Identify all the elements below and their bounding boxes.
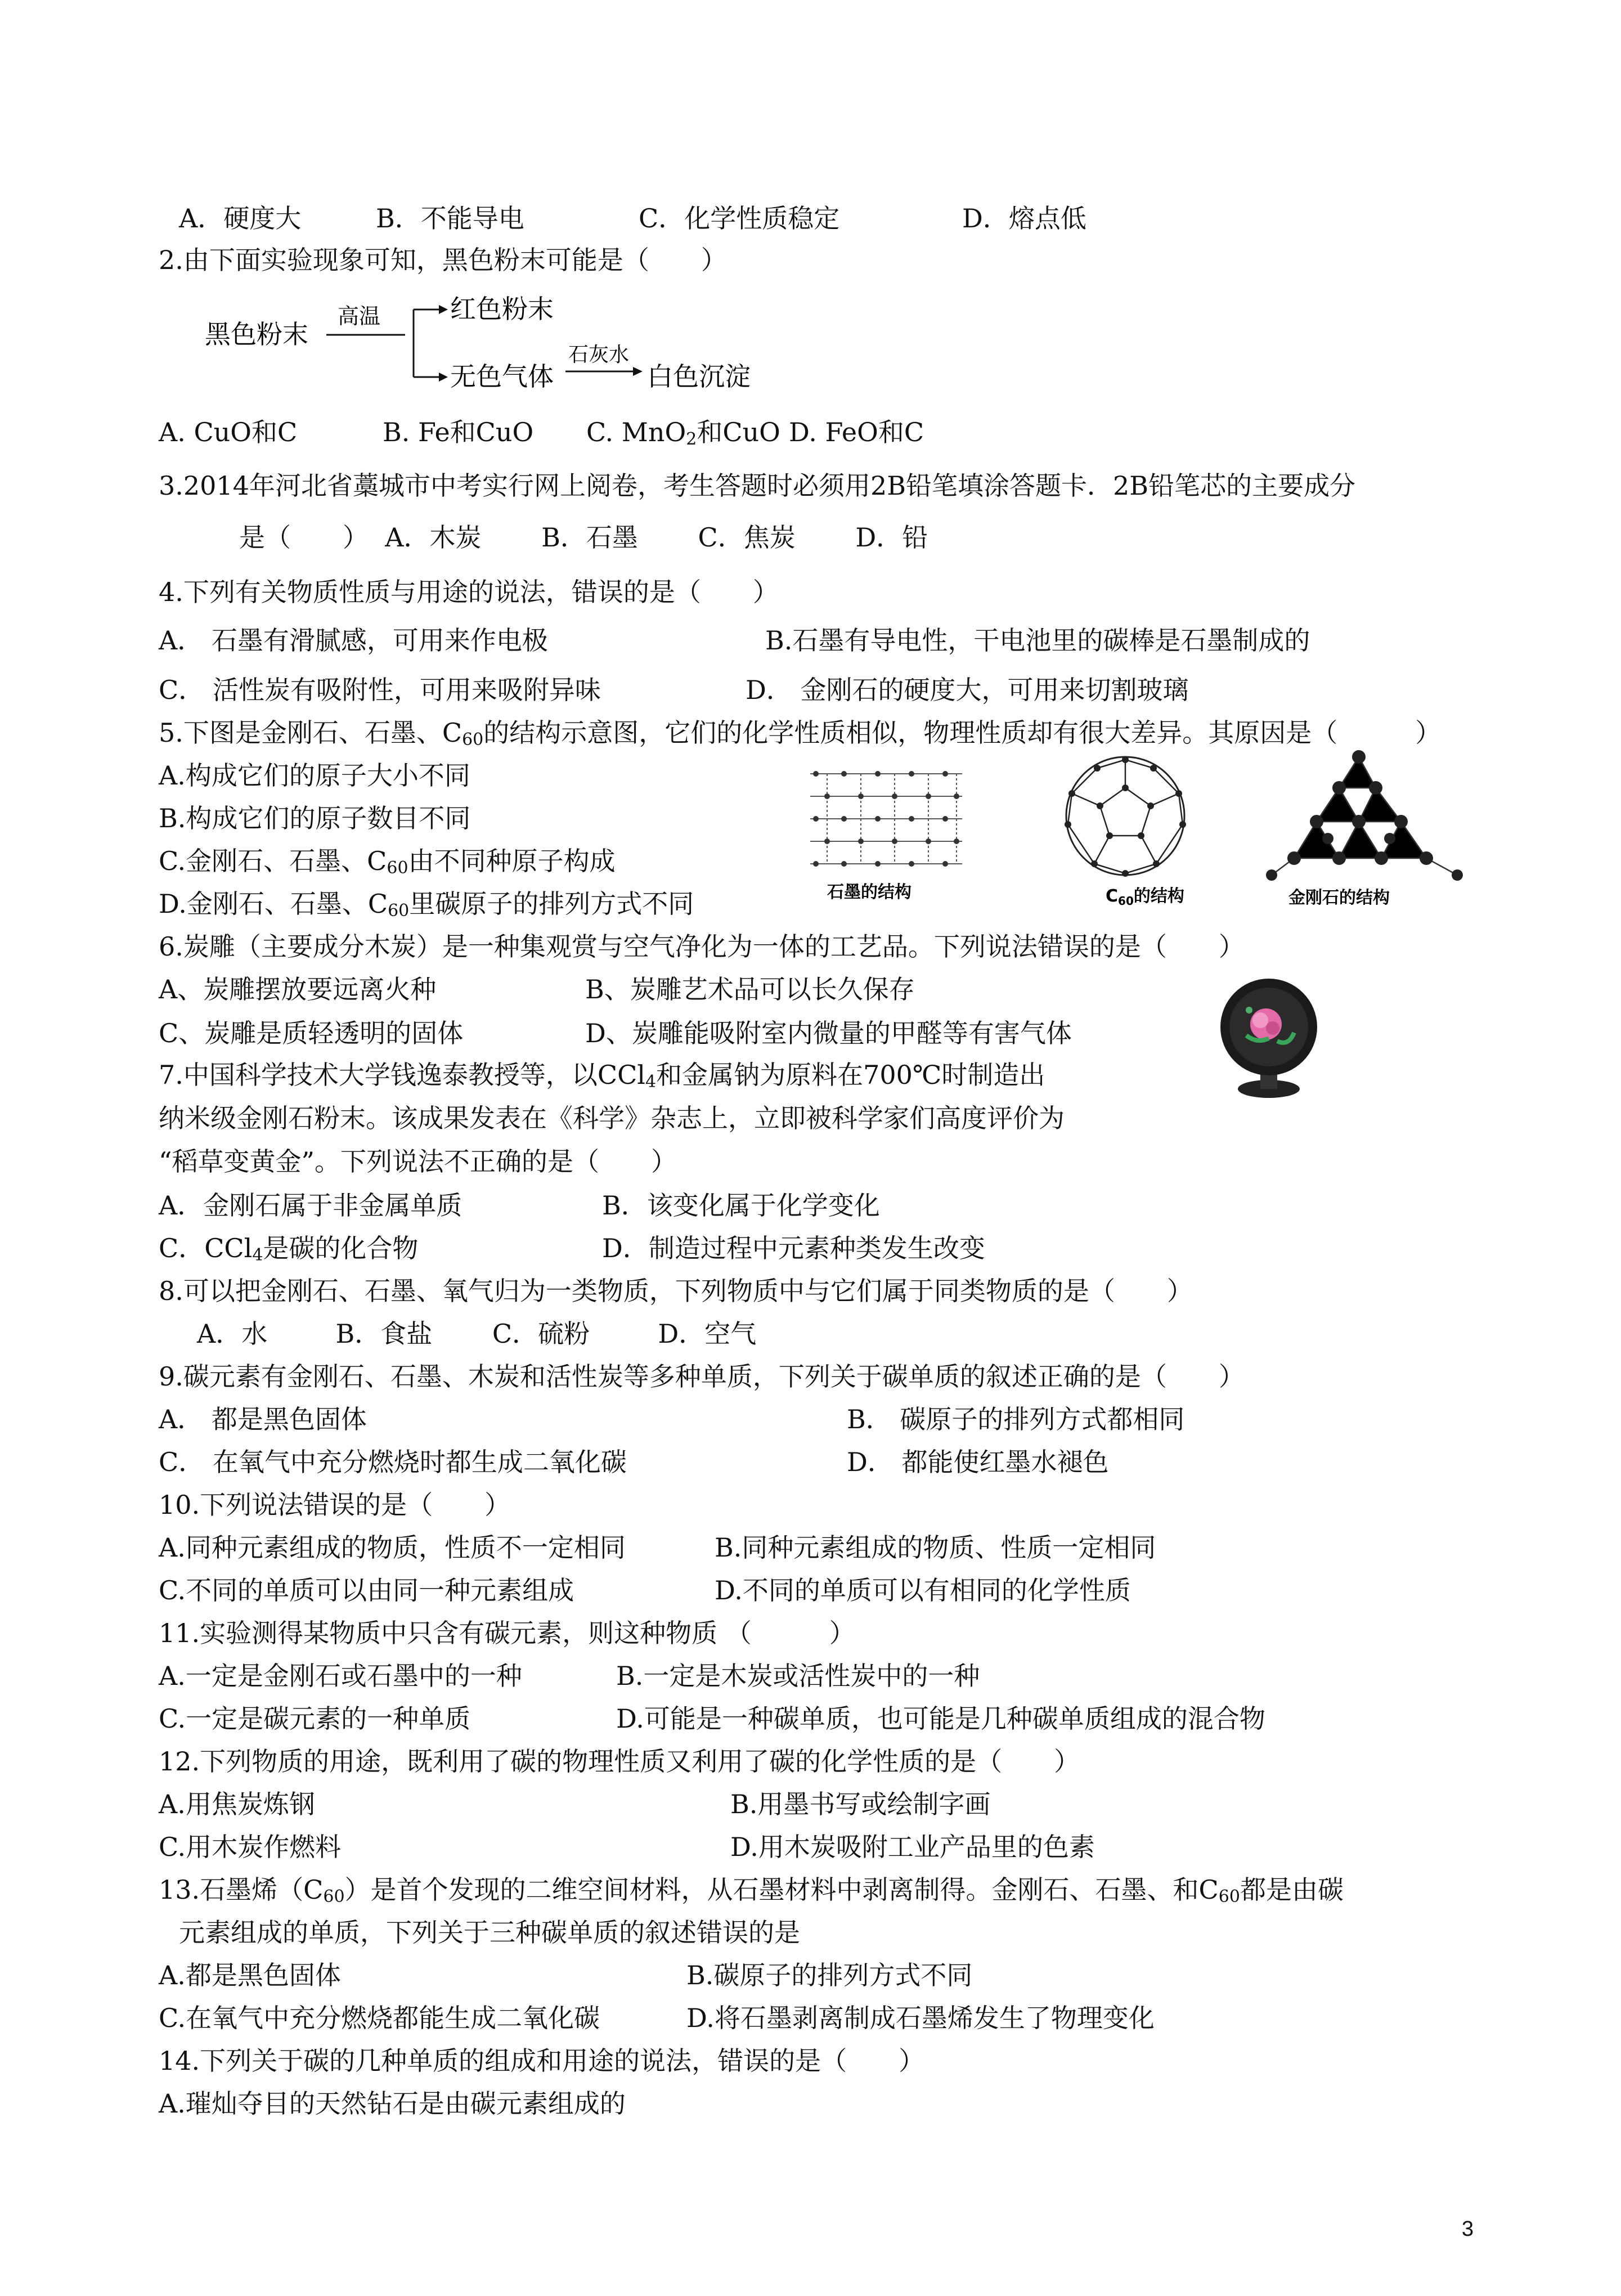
q7-option-c: C．CCl$_4$是碳的化合物 <box>159 1233 419 1265</box>
flow-red-powder: 红色粉末 <box>450 294 554 324</box>
q5-option-c: C.金刚石、石墨、$C_{60}$由不同种原子构成 <box>159 846 616 878</box>
q11-stem: 11.实验测得某物质中只含有碳元素，则这种物质 （ ） <box>159 1618 855 1648</box>
q9-option-d: D． 都能使红墨水褪色 <box>847 1447 1109 1477</box>
q8-options: A．水 B．食盐 C．硫粉 D．空气 <box>197 1319 757 1349</box>
q6-option-b: B、炭雕艺术品可以长久保存 <box>585 974 915 1004</box>
q13-option-b: B.碳原子的排列方式不同 <box>686 1960 973 1990</box>
q6-option-a: A、炭雕摆放要远离火种 <box>159 974 437 1004</box>
q5-option-a: A.构成它们的原子大小不同 <box>159 760 470 791</box>
q1-option-d: D．熔点低 <box>962 203 1086 234</box>
flow-colorless-gas: 无色气体 <box>450 361 554 392</box>
q13-option-c: C.在氧气中充分燃烧都能生成二氧化碳 <box>159 2003 600 2033</box>
q2-stem: 2.由下面实验现象可知，黑色粉末可能是（ ） <box>159 245 727 275</box>
q10-stem: 10.下列说法错误的是（ ） <box>159 1490 511 1520</box>
q10-option-b: B.同种元素组成的物质、性质一定相同 <box>715 1532 1156 1563</box>
q7-stem-line3: “稻草变黄金”。下列说法不正确的是（ ） <box>159 1146 677 1177</box>
q14-option-a: A.璀灿夺目的天然钻石是由碳元素组成的 <box>159 2088 626 2119</box>
q9-option-a: A． 都是黑色固体 <box>159 1404 367 1434</box>
page-number: 3 <box>1461 2217 1474 2241</box>
q12-option-b: B.用墨书写或绘制字画 <box>730 1789 991 1819</box>
graphite-caption: 石墨的结构 <box>827 882 911 902</box>
q2-option-d: D. FeO和C <box>789 417 924 447</box>
q9-option-c: C． 在氧气中充分燃烧时都生成二氧化碳 <box>159 1447 627 1477</box>
q5-stem: 5.下图是金刚石、石墨、$C_{60}$的结构示意图，它们的化学性质相似，物理性质却有很大差异。其原因是（ ） <box>159 718 1442 750</box>
graphite-structure-figure <box>805 763 973 909</box>
q11-option-b: B.一定是木炭或活性炭中的一种 <box>616 1661 980 1691</box>
flow-condition: 高温 <box>338 304 381 329</box>
q8-stem: 8.可以把金刚石、石墨、氧气归为一类物质，下列物质中与它们属于同类物质的是（ ） <box>159 1276 1193 1306</box>
q2-option-c: C. MnO$_2$和CuO <box>586 417 780 449</box>
q7-option-b: B．该变化属于化学变化 <box>602 1190 880 1221</box>
flow-reagent: 石灰水 <box>568 343 630 366</box>
q2-option-b: B. Fe和CuO <box>383 417 534 447</box>
q7-stem-line1: 7.中国科学技术大学钱逸泰教授等，以CCl$_4$和金属钠为原料在700℃时制造出 <box>159 1060 1045 1092</box>
q7-option-d: D．制造过程中元素种类发生改变 <box>602 1233 985 1263</box>
q1-option-a: A．硬度大 <box>179 203 302 234</box>
q12-option-c: C.用木炭作燃料 <box>159 1832 342 1862</box>
q11-option-c: C.一定是碳元素的一种单质 <box>159 1703 471 1734</box>
q7-stem-line2: 纳米级金刚石粉末。该成果发表在《科学》杂志上，立即被科学家们高度评价为 <box>159 1103 1065 1133</box>
q9-option-b: B． 碳原子的排列方式都相同 <box>847 1404 1185 1434</box>
q6-stem: 6.炭雕（主要成分木炭）是一种集观赏与空气净化为一体的工艺品。下列说法错误的是（ ） <box>159 931 1245 962</box>
q6-option-c: C、炭雕是质轻透明的固体 <box>159 1018 464 1048</box>
q14-stem: 14.下列关于碳的几种单质的组成和用途的说法，错误的是（ ） <box>159 2046 925 2076</box>
diamond-caption: 金刚石的结构 <box>1288 888 1390 908</box>
q13-stem-line1: 13.石墨烯$(C_{60})$是首个发现的二维空间材料，从石墨材料中剥离制得。金刚石、石墨、和$C_{60}$都是由碳 <box>159 1875 1344 1907</box>
q10-option-a: A.同种元素组成的物质，性质不一定相同 <box>159 1532 626 1563</box>
q1-option-b: B．不能导电 <box>376 203 524 234</box>
q12-stem: 12.下列物质的用途，既利用了碳的物理性质又利用了碳的化学性质的是（ ） <box>159 1746 1080 1777</box>
q12-option-d: D.用木炭吸附工业产品里的色素 <box>730 1832 1095 1862</box>
q6-option-d: D、炭雕能吸附室内微量的甲醛等有害气体 <box>585 1018 1072 1048</box>
flow-black-powder: 黑色粉末 <box>205 319 308 349</box>
q9-stem: 9.碳元素有金刚石、石墨、木炭和活性炭等多种单质，下列关于碳单质的叙述正确的是（ ） <box>159 1361 1245 1392</box>
q4-stem: 4.下列有关物质性质与用途的说法，错误的是（ ） <box>159 577 779 607</box>
q10-option-c: C.不同的单质可以由同一种元素组成 <box>159 1575 574 1606</box>
q4-option-d: D． 金刚石的硬度大，可用来切割玻璃 <box>746 675 1189 705</box>
c60-structure-figure <box>1035 754 1221 912</box>
c60-caption: $C_{60}$的结构 <box>1106 886 1184 908</box>
q2-option-a: A. CuO和C <box>159 417 298 447</box>
q10-option-d: D.不同的单质可以有相同的化学性质 <box>715 1575 1131 1606</box>
q1-option-c: C．化学性质稳定 <box>639 203 840 234</box>
q12-option-a: A.用焦炭炼钢 <box>159 1789 315 1819</box>
flow-white-precipitate: 白色沉淀 <box>647 361 751 392</box>
q11-option-a: A.一定是金刚石或石墨中的一种 <box>159 1661 522 1691</box>
charcoal-carving-plate-image <box>1215 976 1322 1111</box>
q11-option-d: D.可能是一种碳单质，也可能是几种碳单质组成的混合物 <box>616 1703 1265 1734</box>
q5-option-b: B.构成它们的原子数目不同 <box>159 803 471 833</box>
diamond-structure-figure <box>1260 748 1474 912</box>
q3-stem: 3.2014年河北省藁城市中考实行网上阅卷，考生答题时必须用2B铅笔填涂答题卡．2B铅笔芯的主要成分 <box>159 470 1356 501</box>
q4-option-a: A． 石墨有滑腻感，可用来作电极 <box>159 625 548 656</box>
q13-option-d: D.将石墨剥离制成石墨烯发生了物理变化 <box>686 2003 1155 2033</box>
q4-option-b: B.石墨有导电性，干电池里的碳棒是石墨制成的 <box>765 625 1310 656</box>
q5-option-d: D.金刚石、石墨、$C_{60}$里碳原子的排列方式不同 <box>159 889 694 921</box>
q13-stem-line2: 元素组成的单质，下列关于三种碳单质的叙述错误的是 <box>179 1917 800 1948</box>
q4-option-c: C． 活性炭有吸附性，可用来吸附异味 <box>159 675 601 705</box>
reaction-flow-diagram <box>197 293 816 400</box>
q13-option-a: A.都是黑色固体 <box>159 1960 341 1990</box>
q7-option-a: A．金刚石属于非金属单质 <box>159 1190 462 1221</box>
q3-options: 是（ ） A．木炭 B．石墨 C．焦炭 D．铅 <box>239 522 928 553</box>
